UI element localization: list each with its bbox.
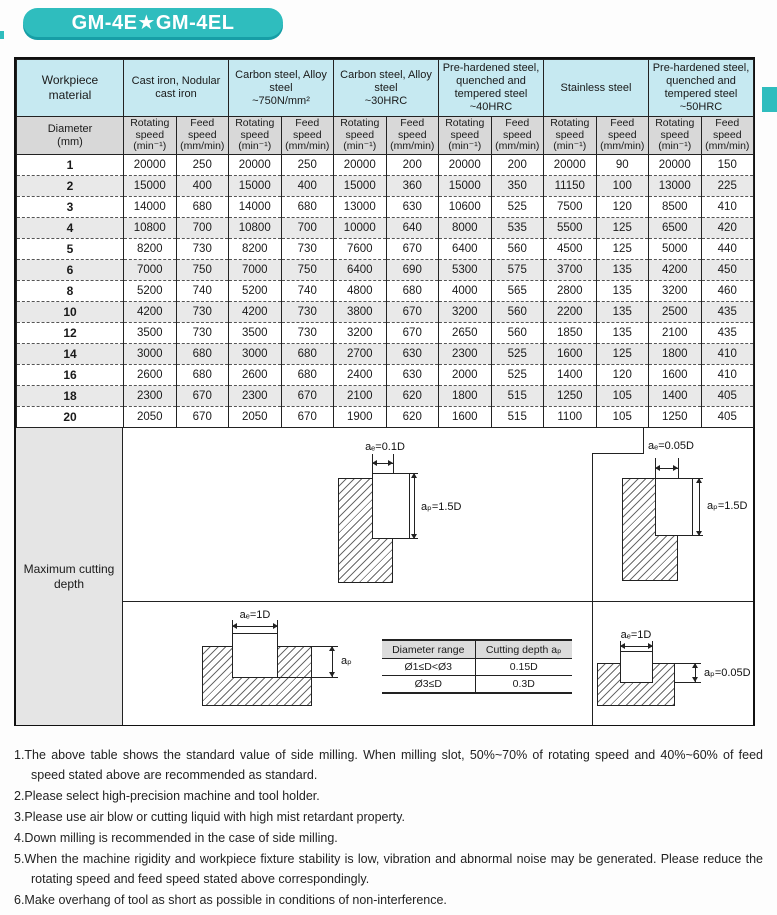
table-row [17,281,754,302]
page-edge-mark-left [0,31,4,39]
tool-cross-section [620,651,653,683]
value-cell: 5200 [229,281,282,302]
arrowhead [329,646,335,651]
value-cell: 2700 [334,344,387,365]
value-cell: 15000 [334,176,387,197]
value-cell: 7000 [124,260,177,281]
value-cell: 410 [701,365,754,386]
value-cell: 2100 [334,386,387,407]
value-cell: 120 [596,365,649,386]
value-cell: 2600 [124,365,177,386]
tool-cross-section [655,478,693,536]
value-cell: 1800 [439,386,492,407]
diameter-cell: 8 [17,281,124,302]
table-row [17,197,754,218]
value-cell: 575 [491,260,544,281]
material-group-header: Stainless steel [544,60,649,117]
value-cell: 1900 [334,407,387,428]
value-cell: 135 [596,281,649,302]
value-cell: 2050 [124,407,177,428]
diameter-cell: 2 [17,176,124,197]
diameter-cell: 16 [17,365,124,386]
value-cell: 20000 [544,155,597,176]
value-cell: 135 [596,323,649,344]
value-cell: 1400 [649,386,702,407]
diameter-cell: 10 [17,302,124,323]
table-row [17,176,754,197]
value-cell: 670 [386,302,439,323]
value-cell: 5000 [649,239,702,260]
value-cell: 6400 [334,260,387,281]
footnotes [14,745,763,911]
value-cell: 3200 [649,281,702,302]
value-cell: 400 [176,176,229,197]
value-cell: 2400 [334,365,387,386]
value-cell: 10000 [334,218,387,239]
value-cell: 1250 [544,386,597,407]
value-cell: 2200 [544,302,597,323]
value-cell: 6400 [439,239,492,260]
value-cell: 5300 [439,260,492,281]
value-cell: 730 [176,323,229,344]
value-cell: 2050 [229,407,282,428]
table-row [17,218,754,239]
dimension-line [278,677,338,678]
value-cell: 620 [386,407,439,428]
value-cell: 10600 [439,197,492,218]
value-cell: 2100 [649,323,702,344]
value-cell: 105 [596,386,649,407]
value-cell: 1850 [544,323,597,344]
value-cell: 400 [281,176,334,197]
rotating-speed-header: Rotating speed (min⁻¹) [649,117,702,155]
value-cell: 680 [386,281,439,302]
cutting-depth-diagrams [123,428,753,725]
value-cell: 1600 [544,344,597,365]
value-cell: 4500 [544,239,597,260]
value-cell: 730 [176,302,229,323]
arrowhead [372,460,377,466]
page-title: GM-4E★GM-4EL [71,12,235,34]
value-cell: 730 [281,302,334,323]
diameter-cell: 3 [17,197,124,218]
value-cell: 14000 [229,197,282,218]
value-cell: 690 [386,260,439,281]
diameter-range-header: Diameter range [382,640,475,659]
divider-line [643,428,644,454]
value-cell: 20000 [229,155,282,176]
table-row [17,344,754,365]
maximum-cutting-depth-label: Maximum cutting depth [16,428,123,725]
arrowhead [673,465,678,471]
value-cell: 15000 [439,176,492,197]
arrowhead [329,672,335,677]
note-item: 1.The above table shows the standard value of side milling. When milling slot, 50%~70% of rotating speed and 40%~60% of feed speed stated above are recommended as standard. [14,748,763,782]
value-cell: 560 [491,302,544,323]
value-cell: 6500 [649,218,702,239]
value-cell: 525 [491,365,544,386]
value-cell: 20000 [124,155,177,176]
arrowhead [696,531,702,536]
value-cell: 13000 [649,176,702,197]
value-cell: 8200 [124,239,177,260]
value-cell: 120 [596,197,649,218]
arrowhead [273,623,278,629]
value-cell: 535 [491,218,544,239]
note-item: 5.When the machine rigidity and workpiece fixture stability is low, vibration and abnormal noise may be generated. Please reduce the rotating speed and feed speed stated above correspondingly. [14,852,763,886]
value-cell: 3000 [124,344,177,365]
value-cell: 3500 [124,323,177,344]
value-cell: 15000 [124,176,177,197]
value-cell: 14000 [124,197,177,218]
arrowhead [232,623,237,629]
diameter-header: Diameter (mm) [17,117,124,155]
value-cell: 560 [491,239,544,260]
value-cell: 15000 [229,176,282,197]
value-cell: 560 [491,323,544,344]
value-cell: 435 [701,302,754,323]
value-cell: 7600 [334,239,387,260]
value-cell: 350 [491,176,544,197]
material-group-header: Pre-hardened steel, quenched and tempered steel ~50HRC [649,60,754,117]
arrowhead [692,677,698,682]
value-cell: 680 [176,197,229,218]
depth-table-row [382,676,572,694]
value-cell: 420 [701,218,754,239]
value-cell: 730 [281,323,334,344]
value-cell: 7000 [229,260,282,281]
value-cell: 4200 [124,302,177,323]
value-cell: 3200 [439,302,492,323]
value-cell: 8200 [229,239,282,260]
diameter-cell: 1 [17,155,124,176]
feed-speed-header: Feed speed (mm/min) [176,117,229,155]
table-row [17,407,754,428]
tool-cross-section [372,473,410,539]
cutting-depth-table [382,639,572,694]
value-cell: 2000 [439,365,492,386]
value-cell: 700 [176,218,229,239]
diameter-cell: 14 [17,344,124,365]
material-group-header: Pre-hardened steel, quenched and tempered steel ~40HRC [439,60,544,117]
rotating-speed-header: Rotating speed (min⁻¹) [544,117,597,155]
value-cell: 7500 [544,197,597,218]
maximum-cutting-depth-section [16,428,753,725]
tool-cross-section [232,633,278,678]
value-cell: 410 [701,197,754,218]
value-cell: 405 [701,407,754,428]
value-cell: 640 [386,218,439,239]
value-cell: 360 [386,176,439,197]
divider-line [592,453,644,454]
value-cell: 4000 [439,281,492,302]
value-cell: 13000 [334,197,387,218]
value-cell: 2600 [229,365,282,386]
ap-label: aₚ=0.05D [704,667,751,679]
arrowhead [648,643,653,649]
value-cell: 90 [596,155,649,176]
spec-sheet-frame [14,57,755,726]
value-cell: 20000 [334,155,387,176]
value-cell: 515 [491,386,544,407]
cutting-depth-cell: 0.3D [475,676,572,694]
value-cell: 750 [281,260,334,281]
dimension-line [675,682,701,683]
ae-label: aₑ=0.1D [365,441,405,453]
workpiece-material-header: Workpiece material [17,60,124,117]
value-cell: 680 [281,344,334,365]
value-cell: 3700 [544,260,597,281]
value-cell: 8000 [439,218,492,239]
arrowhead [620,643,625,649]
value-cell: 10800 [124,218,177,239]
value-cell: 410 [701,344,754,365]
rotating-speed-header: Rotating speed (min⁻¹) [229,117,282,155]
speed-header-row [17,117,754,155]
depth-table-row [382,659,572,676]
value-cell: 11150 [544,176,597,197]
value-cell: 2500 [649,302,702,323]
value-cell: 680 [281,365,334,386]
diameter-cell: 20 [17,407,124,428]
value-cell: 680 [176,365,229,386]
ae-label: aₑ=1D [620,629,652,641]
page-edge-tab-right [762,87,777,112]
ap-label: aₚ=1.5D [421,501,462,513]
value-cell: 525 [491,197,544,218]
value-cell: 8500 [649,197,702,218]
value-cell: 125 [596,218,649,239]
value-cell: 3200 [334,323,387,344]
value-cell: 670 [281,407,334,428]
diameter-range-cell: Ø1≤D<Ø3 [382,659,475,676]
feed-speed-header: Feed speed (mm/min) [701,117,754,155]
dimension-line [393,454,394,473]
value-cell: 3800 [334,302,387,323]
page-title-pill [23,8,283,37]
depth-table-body [382,659,572,694]
value-cell: 2650 [439,323,492,344]
value-cell: 3500 [229,323,282,344]
value-cell: 440 [701,239,754,260]
value-cell: 1400 [544,365,597,386]
value-cell: 630 [386,197,439,218]
cutting-conditions-table [16,59,754,428]
value-cell: 620 [386,386,439,407]
diameter-cell: 18 [17,386,124,407]
table-row [17,386,754,407]
table-row [17,323,754,344]
feed-speed-header: Feed speed (mm/min) [596,117,649,155]
value-cell: 150 [701,155,754,176]
value-cell: 4200 [649,260,702,281]
value-cell: 450 [701,260,754,281]
value-cell: 680 [176,344,229,365]
value-cell: 250 [281,155,334,176]
cutting-depth-cell: 0.15D [475,659,572,676]
diameter-cell: 12 [17,323,124,344]
value-cell: 525 [491,344,544,365]
note-item: 2.Please select high-precision machine and tool holder. [14,789,320,803]
value-cell: 630 [386,365,439,386]
value-cell: 2300 [439,344,492,365]
value-cell: 515 [491,407,544,428]
dimension-line [678,458,679,478]
value-cell: 670 [386,239,439,260]
dimension-line [232,626,278,627]
feed-speed-header: Feed speed (mm/min) [281,117,334,155]
arrowhead [388,460,393,466]
value-cell: 5500 [544,218,597,239]
arrowhead [411,473,417,478]
arrowhead [655,465,660,471]
dimension-line [699,478,700,536]
arrowhead [696,478,702,483]
value-cell: 740 [176,281,229,302]
value-cell: 105 [596,407,649,428]
table-row [17,302,754,323]
value-cell: 3000 [229,344,282,365]
value-cell: 435 [701,323,754,344]
cutting-depth-header: Cutting depth aₚ [475,640,572,659]
table-row [17,365,754,386]
depth-table-header-row [382,640,572,659]
divider-line [123,601,753,602]
rotating-speed-header: Rotating speed (min⁻¹) [124,117,177,155]
diameter-cell: 4 [17,218,124,239]
value-cell: 5200 [124,281,177,302]
value-cell: 1600 [649,365,702,386]
note-item: 6.Make overhang of tool as short as possible in conditions of non-interference. [14,893,447,907]
material-group-header: Carbon steel, Alloy steel ~750N/mm² [229,60,334,117]
rotating-speed-header: Rotating speed (min⁻¹) [334,117,387,155]
value-cell: 670 [176,386,229,407]
value-cell: 680 [281,197,334,218]
material-group-header: Carbon steel, Alloy steel ~30HRC [334,60,439,117]
ap-label: aₚ [341,655,352,667]
value-cell: 125 [596,344,649,365]
divider-line [592,453,593,725]
value-cell: 225 [701,176,754,197]
table-row [17,260,754,281]
ae-label: aₑ=1D [239,609,271,621]
material-group-header: Cast iron, Nodular cast iron [124,60,229,117]
value-cell: 630 [386,344,439,365]
arrowhead [411,534,417,539]
value-cell: 20000 [649,155,702,176]
value-cell: 2300 [229,386,282,407]
value-cell: 135 [596,302,649,323]
diameter-cell: 5 [17,239,124,260]
value-cell: 460 [701,281,754,302]
value-cell: 100 [596,176,649,197]
material-header-row [17,60,754,117]
value-cell: 730 [176,239,229,260]
dimension-line [414,473,415,539]
value-cell: 670 [386,323,439,344]
value-cell: 670 [281,386,334,407]
value-cell: 135 [596,260,649,281]
value-cell: 200 [386,155,439,176]
value-cell: 200 [491,155,544,176]
value-cell: 670 [176,407,229,428]
rotating-speed-header: Rotating speed (min⁻¹) [439,117,492,155]
value-cell: 125 [596,239,649,260]
note-item: 3.Please use air blow or cutting liquid with high mist retardant property. [14,810,405,824]
value-cell: 1250 [649,407,702,428]
value-cell: 740 [281,281,334,302]
value-cell: 1800 [649,344,702,365]
value-cell: 1600 [439,407,492,428]
ae-label: aₑ=0.05D [648,440,694,452]
arrowhead [692,663,698,668]
table-row [17,239,754,260]
ap-label: aₚ=1.5D [707,500,748,512]
value-cell: 4800 [334,281,387,302]
value-cell: 250 [176,155,229,176]
value-cell: 700 [281,218,334,239]
feed-speed-header: Feed speed (mm/min) [491,117,544,155]
table-body [17,155,754,428]
table-row [17,155,754,176]
value-cell: 405 [701,386,754,407]
note-item: 4.Down milling is recommended in the case of side milling. [14,831,338,845]
value-cell: 565 [491,281,544,302]
value-cell: 10800 [229,218,282,239]
value-cell: 2800 [544,281,597,302]
diameter-range-cell: Ø3≤D [382,676,475,694]
value-cell: 4200 [229,302,282,323]
value-cell: 1100 [544,407,597,428]
value-cell: 2300 [124,386,177,407]
diameter-cell: 6 [17,260,124,281]
value-cell: 750 [176,260,229,281]
value-cell: 20000 [439,155,492,176]
value-cell: 730 [281,239,334,260]
feed-speed-header: Feed speed (mm/min) [386,117,439,155]
